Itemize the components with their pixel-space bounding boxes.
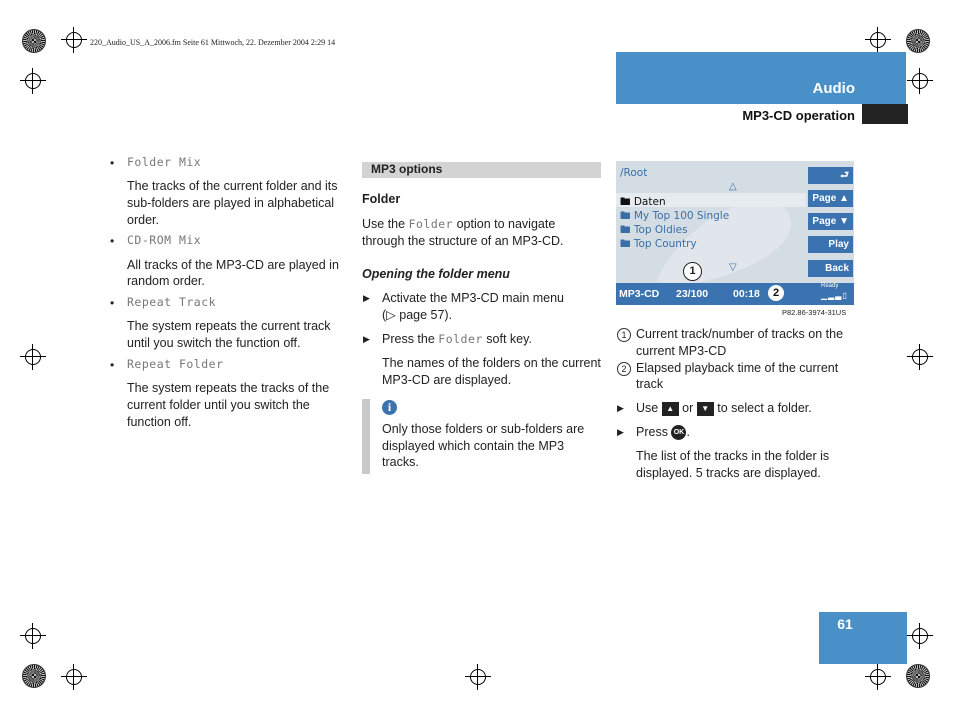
step-line	[636, 424, 690, 441]
legend-number: 2	[617, 362, 631, 376]
option-folder-mix: Folder Mix	[127, 155, 202, 169]
bullet-dot: •	[110, 156, 115, 170]
legend-line: Current track/number of tracks on the	[636, 327, 844, 341]
figure-id: P82.86-3974-31US	[782, 308, 847, 317]
folder-icon: 🖿	[620, 224, 631, 236]
section-bar-title: MP3 options	[371, 162, 443, 176]
result-line: MP3-CD are displayed.	[382, 373, 512, 387]
option-desc-line: random order.	[127, 274, 205, 288]
bullet-dot: •	[110, 296, 115, 310]
arrow-up-key-icon: ▲	[662, 402, 679, 416]
result-line: The list of the tracks in the folder is	[636, 449, 830, 463]
step2-post: soft key.	[482, 332, 532, 346]
folder-icon: 🖿	[620, 238, 631, 250]
registration-rosette	[22, 664, 46, 688]
arrow-down-key-icon: ▼	[697, 402, 714, 416]
status-source: MP3-CD	[619, 288, 660, 300]
callout-1: 1	[683, 262, 702, 281]
result-line: The names of the folders on the current	[382, 356, 601, 370]
option-desc-line: order.	[127, 213, 159, 227]
note-line: tracks.	[382, 455, 419, 469]
step-arrow-icon: ▶	[363, 334, 370, 344]
folder-code: Folder	[408, 217, 454, 231]
step-line: Activate the MP3-CD main menu	[382, 291, 565, 305]
folder-code: Folder	[438, 332, 483, 346]
print-line: 220_Audio_US_A_2006.fm Seite 61 Mittwoch, 22. Dezember 2004 2:29 14	[90, 38, 336, 47]
legend-line: current MP3-CD	[636, 344, 727, 358]
step-use-post: to select a folder.	[713, 401, 812, 415]
step-arrow-icon: ▶	[363, 293, 370, 303]
legend-line: track	[636, 377, 664, 391]
folder-item	[620, 236, 697, 254]
intro-line	[362, 216, 555, 233]
step-press-pre: Press	[636, 425, 672, 439]
option-desc-line: The system repeats the current track	[127, 319, 331, 333]
folder-icon: 🖿	[620, 196, 631, 208]
folder-icon: 🖿	[620, 210, 631, 222]
option-desc-line: All tracks of the MP3-CD are played in	[127, 258, 339, 272]
registration-rosette	[906, 29, 930, 53]
callout-2: 2	[768, 285, 784, 301]
folder-name: Top Oldies	[633, 224, 688, 236]
option-cdrom-mix: CD-ROM Mix	[127, 233, 202, 247]
intro-post: option to navigate	[453, 217, 556, 231]
scroll-up-icon: △	[729, 181, 737, 192]
ok-button-icon: OK	[671, 425, 686, 440]
registration-rosette	[906, 664, 930, 688]
legend-line: Elapsed playback time of the current	[636, 361, 839, 375]
option-repeat-folder: Repeat Folder	[127, 357, 224, 371]
step-press-post: .	[686, 425, 690, 439]
mp3-screen-figure	[616, 161, 854, 305]
intro-line-2: through the structure of an MP3-CD.	[362, 234, 564, 248]
folder-name: Daten	[633, 196, 666, 208]
note-line: Only those folders or sub-folders are	[382, 422, 585, 436]
status-track: 23/100	[676, 288, 709, 300]
status-time: 00:18	[733, 288, 760, 300]
option-desc-line: sub-folders are played in alphabetical	[127, 196, 335, 210]
subsection-title: MP3-CD operation	[742, 108, 855, 123]
step-line	[382, 331, 532, 348]
softkey-play[interactable]: Play	[808, 236, 853, 253]
step-arrow-icon: ▶	[617, 403, 624, 413]
header-tab-block	[862, 104, 908, 124]
result-line: displayed. 5 tracks are displayed.	[636, 466, 821, 480]
softkey-back[interactable]: Back	[808, 260, 853, 277]
info-icon: i	[382, 400, 397, 415]
note-bar	[362, 399, 370, 474]
header-bar	[616, 52, 906, 104]
step-use-pre: Use	[636, 401, 662, 415]
bullet-dot: •	[110, 234, 115, 248]
page-number: 61	[837, 616, 853, 632]
folder-heading: Folder	[362, 192, 401, 206]
option-desc-line: function off.	[127, 415, 192, 429]
option-desc-line: The system repeats the tracks of the	[127, 381, 330, 395]
softkey-page-up[interactable]: Page ▲	[808, 190, 853, 207]
subheading: Opening the folder menu	[362, 267, 510, 281]
option-repeat-track: Repeat Track	[127, 295, 217, 309]
bullet-dot: •	[110, 358, 115, 372]
option-desc-line: The tracks of the current folder and its	[127, 179, 338, 193]
legend-number: 1	[617, 328, 631, 342]
softkey-page-down[interactable]: Page ▼	[808, 213, 853, 230]
intro-pre: Use the	[362, 217, 409, 231]
step-line	[636, 400, 812, 417]
status-ready: Ready	[821, 283, 839, 289]
option-desc-line: current folder until you switch the	[127, 398, 310, 412]
section-title: Audio	[812, 80, 855, 97]
screen-path: /Root	[620, 167, 648, 179]
step2-pre: Press the	[382, 332, 439, 346]
option-desc-line: until you switch the function off.	[127, 336, 301, 350]
folder-name: My Top 100 Single	[633, 210, 730, 222]
scroll-down-icon: ▽	[729, 262, 737, 273]
step-arrow-icon: ▶	[617, 427, 624, 437]
step-use-mid: or	[678, 401, 697, 415]
status-bar	[616, 283, 854, 305]
step-line: (▷ page 57).	[382, 308, 453, 322]
softkey-back-arrow[interactable]: ⮐	[808, 167, 853, 184]
note-line: displayed which contain the MP3	[382, 439, 565, 453]
signal-icon: ▁▂▃▯	[821, 291, 848, 300]
registration-rosette	[22, 29, 46, 53]
folder-name: Top Country	[633, 238, 697, 250]
